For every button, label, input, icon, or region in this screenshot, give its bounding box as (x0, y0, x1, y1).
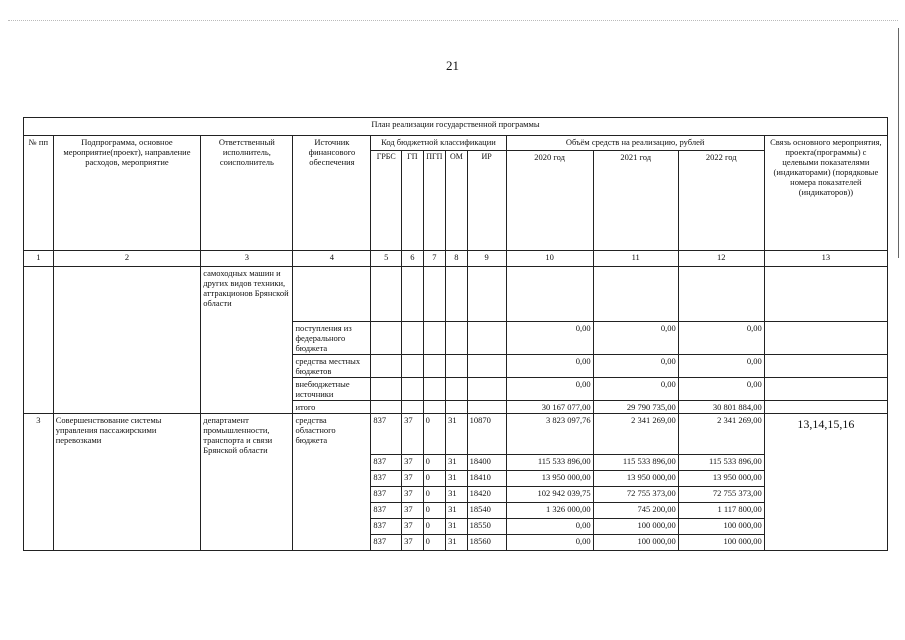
empty-cell (593, 267, 678, 322)
source-cell: итого (293, 401, 371, 414)
gp-cell: 37 (402, 519, 424, 535)
amount-2021: 0,00 (593, 322, 678, 355)
amount-2020: 102 942 039,75 (506, 487, 593, 503)
grbs-cell: 837 (371, 503, 402, 519)
amount-2021: 2 341 269,00 (593, 414, 678, 455)
col-number: 10 (506, 251, 593, 267)
gp-cell: 37 (402, 487, 424, 503)
ir-cell: 18540 (467, 503, 506, 519)
item-source: средства областного бюджета (293, 414, 371, 551)
item-num: 3 (24, 414, 54, 551)
ir-cell: 18400 (467, 455, 506, 471)
empty-cell (423, 355, 446, 378)
page-number: 21 (446, 58, 459, 73)
source-cell: средства местных бюджетов (293, 355, 371, 378)
header-om: ОМ (446, 151, 468, 251)
indicator-link: 13,14,15,16 (764, 414, 887, 551)
empty-cell (764, 401, 887, 414)
header-volume: Объём средств на реализацию, рублей (506, 136, 764, 151)
col-number: 6 (402, 251, 424, 267)
header-gp: ГП (402, 151, 424, 251)
amount-2020: 0,00 (506, 535, 593, 551)
col-number: 4 (293, 251, 371, 267)
col-number: 9 (467, 251, 506, 267)
col-number: 1 (24, 251, 54, 267)
om-cell: 31 (446, 519, 468, 535)
amount-2022: 100 000,00 (678, 535, 764, 551)
empty-cell (467, 355, 506, 378)
amount-2020: 13 950 000,00 (506, 471, 593, 487)
empty-cell (402, 355, 424, 378)
empty-cell (402, 401, 424, 414)
pgp-cell: 0 (423, 487, 446, 503)
col-number: 7 (423, 251, 446, 267)
col-number: 12 (678, 251, 764, 267)
empty-cell (764, 322, 887, 355)
empty-cell (446, 401, 468, 414)
om-cell: 31 (446, 414, 468, 455)
grbs-cell: 837 (371, 535, 402, 551)
cont-name-cell (53, 267, 201, 414)
empty-cell (423, 401, 446, 414)
amount-2021: 100 000,00 (593, 535, 678, 551)
empty-cell (423, 267, 446, 322)
header-year-2021: 2021 год (593, 151, 678, 251)
empty-cell (678, 267, 764, 322)
scan-dotted-line (8, 20, 898, 21)
empty-cell (402, 322, 424, 355)
empty-cell (446, 322, 468, 355)
amount-2021: 100 000,00 (593, 519, 678, 535)
cont-num-cell (24, 267, 54, 414)
amount-2020: 1 326 000,00 (506, 503, 593, 519)
ir-cell: 18410 (467, 471, 506, 487)
pgp-cell: 0 (423, 519, 446, 535)
amount-2022: 2 341 269,00 (678, 414, 764, 455)
empty-cell (764, 355, 887, 378)
empty-cell (371, 355, 402, 378)
header-source: Источник финансового обеспечения (293, 136, 371, 251)
header-pgp: ПГП (423, 151, 446, 251)
amount-2020: 0,00 (506, 322, 593, 355)
empty-cell (423, 378, 446, 401)
empty-cell (467, 322, 506, 355)
header-ir: ИР (467, 151, 506, 251)
pgp-cell: 0 (423, 535, 446, 551)
ir-cell: 18550 (467, 519, 506, 535)
amount-2022: 0,00 (678, 378, 764, 401)
empty-cell (467, 378, 506, 401)
header-budget-code: Код бюджетной классификации (371, 136, 506, 151)
amount-2022: 1 117 800,00 (678, 503, 764, 519)
amount-2022: 30 801 884,00 (678, 401, 764, 414)
pgp-cell: 0 (423, 414, 446, 455)
amount-2022: 72 755 373,00 (678, 487, 764, 503)
source-cell: поступления из федерального бюджета (293, 322, 371, 355)
ir-cell: 10870 (467, 414, 506, 455)
pgp-cell: 0 (423, 503, 446, 519)
amount-2021: 13 950 000,00 (593, 471, 678, 487)
om-cell: 31 (446, 471, 468, 487)
amount-2022: 0,00 (678, 355, 764, 378)
amount-2020: 0,00 (506, 378, 593, 401)
om-cell: 31 (446, 503, 468, 519)
grbs-cell: 837 (371, 455, 402, 471)
empty-cell (402, 267, 424, 322)
col-number: 8 (446, 251, 468, 267)
col-number: 11 (593, 251, 678, 267)
amount-2022: 0,00 (678, 322, 764, 355)
amount-2022: 115 533 896,00 (678, 455, 764, 471)
amount-2020: 3 823 097,76 (506, 414, 593, 455)
gp-cell: 37 (402, 455, 424, 471)
om-cell: 31 (446, 535, 468, 551)
cont-responsible-tail: самоходных машин и других видов техники, аттракционов Брянской области (201, 267, 293, 414)
empty-cell (371, 322, 402, 355)
amount-2022: 13 950 000,00 (678, 471, 764, 487)
header-grbs: ГРБС (371, 151, 402, 251)
empty-cell (423, 322, 446, 355)
empty-cell (764, 378, 887, 401)
om-cell: 31 (446, 455, 468, 471)
empty-cell (371, 267, 402, 322)
empty-cell (764, 267, 887, 322)
col-number: 5 (371, 251, 402, 267)
header-responsible: Ответственный исполнитель, соисполнитель (201, 136, 293, 251)
amount-2021: 115 533 896,00 (593, 455, 678, 471)
grbs-cell: 837 (371, 519, 402, 535)
col-number: 13 (764, 251, 887, 267)
table-title: План реализации государственной программы (24, 118, 888, 136)
col-number: 3 (201, 251, 293, 267)
amount-2022: 100 000,00 (678, 519, 764, 535)
gp-cell: 37 (402, 535, 424, 551)
amount-2021: 72 755 373,00 (593, 487, 678, 503)
header-subprogram: Подпрограмма, основное мероприятие(проект), направление расходов, мероприятие (53, 136, 201, 251)
amount-2020: 0,00 (506, 355, 593, 378)
header-year-2022: 2022 год (678, 151, 764, 251)
header-year-2020: 2020 год (506, 151, 593, 251)
amount-2021: 0,00 (593, 355, 678, 378)
header-num: № пп (24, 136, 54, 251)
empty-cell (371, 401, 402, 414)
empty-cell (467, 267, 506, 322)
empty-cell (506, 267, 593, 322)
cont-source-empty (293, 267, 371, 322)
program-plan-table (23, 117, 888, 551)
item-name: Совершенствование системы управления пассажирскими перевозками (53, 414, 201, 551)
ir-cell: 18420 (467, 487, 506, 503)
gp-cell: 37 (402, 414, 424, 455)
amount-2021: 29 790 735,00 (593, 401, 678, 414)
ir-cell: 18560 (467, 535, 506, 551)
amount-2020: 30 167 077,00 (506, 401, 593, 414)
empty-cell (446, 378, 468, 401)
amount-2020: 0,00 (506, 519, 593, 535)
grbs-cell: 837 (371, 471, 402, 487)
pgp-cell: 0 (423, 455, 446, 471)
empty-cell (402, 378, 424, 401)
empty-cell (467, 401, 506, 414)
gp-cell: 37 (402, 471, 424, 487)
source-cell: внебюджетные источники (293, 378, 371, 401)
amount-2021: 745 200,00 (593, 503, 678, 519)
empty-cell (446, 267, 468, 322)
amount-2020: 115 533 896,00 (506, 455, 593, 471)
grbs-cell: 837 (371, 414, 402, 455)
gp-cell: 37 (402, 503, 424, 519)
empty-cell (371, 378, 402, 401)
header-link: Связь основного мероприятия, проекта(программы) с целевыми показателями (индикаторами) (порядковые номера показателей (индикаторов)) (764, 136, 887, 251)
grbs-cell: 837 (371, 487, 402, 503)
item-responsible: департамент промышленности, транспорта и связи Брянской области (201, 414, 293, 551)
col-number: 2 (53, 251, 201, 267)
pgp-cell: 0 (423, 471, 446, 487)
empty-cell (446, 355, 468, 378)
amount-2021: 0,00 (593, 378, 678, 401)
om-cell: 31 (446, 487, 468, 503)
